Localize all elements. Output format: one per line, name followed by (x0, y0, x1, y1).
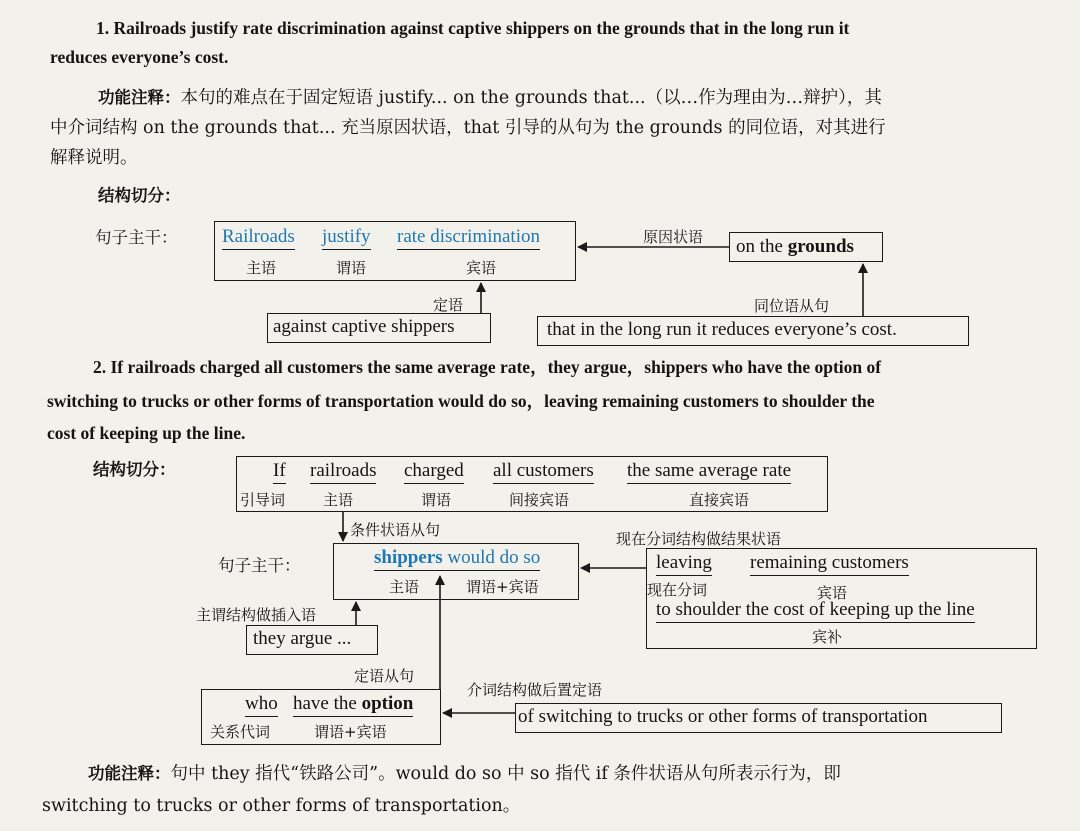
s2-who: who (245, 693, 278, 717)
s2-complement-label: 宾补 (812, 628, 843, 646)
s1-appos-text: that in the long run it reduces everyone’s cost. (547, 319, 897, 340)
s2-if-word-if: If (273, 460, 286, 484)
s2-rel-label: 定语从句 (354, 667, 415, 685)
s2-option: option (361, 693, 414, 714)
s2-main-label: 句子主干： (218, 556, 301, 575)
s1-attr-text: against captive shippers (273, 316, 455, 337)
s1-grounds-bold: grounds (787, 236, 854, 257)
s2-pp-label: 现在分词 (647, 581, 708, 599)
s2-main-bold: shippers (374, 547, 443, 568)
s2-note-line2: switching to trucks or other forms of transportation。 (42, 796, 521, 816)
s1-note-line3: 解释说明。 (50, 148, 138, 168)
s2-remaining: remaining customers (750, 552, 909, 576)
s1-grounds-prefix: on the (736, 236, 783, 257)
s1-role-subject: 主语 (246, 259, 277, 277)
s2-if-role-intro: 引导词 (240, 491, 286, 509)
s1-word-object: rate discrimination (397, 226, 540, 250)
s2-if-role-indirect: 间接宾语 (509, 491, 570, 509)
s2-leaving: leaving (656, 552, 712, 576)
s2-obj-label: 宾语 (817, 584, 848, 602)
s1-word-subject: Railroads (222, 226, 295, 250)
s2-who-role-rel: 关系代词 (210, 723, 271, 741)
s1-note-label: 功能注释： (98, 88, 181, 107)
s2-sentence-line1: 2. If railroads charged all customers the same average rate，they argue，shippers who have the option of (93, 357, 882, 377)
s2-main-role-predicate: 谓语+宾语 (466, 578, 539, 596)
s1-note-text1: 本句的难点在于固定短语 justify... on the grounds that...（以…作为理由为…辩护），其 (180, 88, 882, 108)
s1-sentence-line2: reduces everyone’s cost. (50, 47, 229, 67)
s2-if-word-charged: charged (404, 460, 464, 484)
s1-word-predicate: justify (322, 226, 371, 250)
s2-who-role-pred: 谓语+宾语 (314, 723, 387, 741)
s1-note-line2: 中介词结构 on the grounds that... 充当原因状语，that 引导的从句为 the grounds 的同位语，对其进行 (50, 118, 886, 138)
s2-have-the: have the (293, 693, 357, 714)
s2-cond-label: 条件状语从句 (350, 521, 441, 539)
s2-note-label: 功能注释： (88, 764, 171, 783)
s2-if-word-rate: the same average rate (627, 460, 791, 484)
s2-if-role-subject: 主语 (323, 491, 354, 509)
s2-note-text1: 句中 they 指代“铁路公司”。would do so 中 so 指代 if 条件状语从句所表示行为，即 (170, 764, 841, 784)
s2-prep-label: 介词结构做后置定语 (467, 681, 603, 699)
s2-structure-label: 结构切分： (93, 460, 176, 479)
s2-if-role-direct: 直接宾语 (689, 491, 750, 509)
s2-prep-text: of switching to trucks or other forms of transportation (518, 706, 928, 727)
s1-structure-label: 结构切分： (98, 186, 181, 205)
s1-role-predicate: 谓语 (336, 259, 367, 277)
s2-main-role-subject: 主语 (389, 578, 420, 596)
s2-if-word-customers: all customers (493, 460, 594, 484)
s2-insert-label: 主谓结构做插入语 (196, 606, 317, 624)
s2-sentence-line2: switching to trucks or other forms of transportation would do so，leaving remaining customers to shoulder the (47, 391, 875, 411)
s1-reason-label: 原因状语 (643, 228, 704, 246)
s2-sentence-line3: cost of keeping up the line. (47, 423, 246, 443)
s2-complement: to shoulder the cost of keeping up the line (656, 599, 975, 623)
s1-appos-label: 同位语从句 (754, 297, 830, 315)
s1-main-label: 句子主干： (95, 228, 178, 247)
s1-sentence-line1: 1. Railroads justify rate discrimination against captive shippers on the grounds that in the long run it (96, 18, 850, 38)
s1-attr-label: 定语 (433, 296, 464, 314)
s2-result-label: 现在分词结构做结果状语 (616, 530, 782, 548)
s2-they-argue: they argue ... (253, 628, 352, 649)
s2-if-word-railroads: railroads (310, 460, 376, 484)
s2-main-rest: would do so (447, 547, 541, 568)
s1-role-object: 宾语 (466, 259, 497, 277)
s2-if-role-predicate: 谓语 (421, 491, 452, 509)
